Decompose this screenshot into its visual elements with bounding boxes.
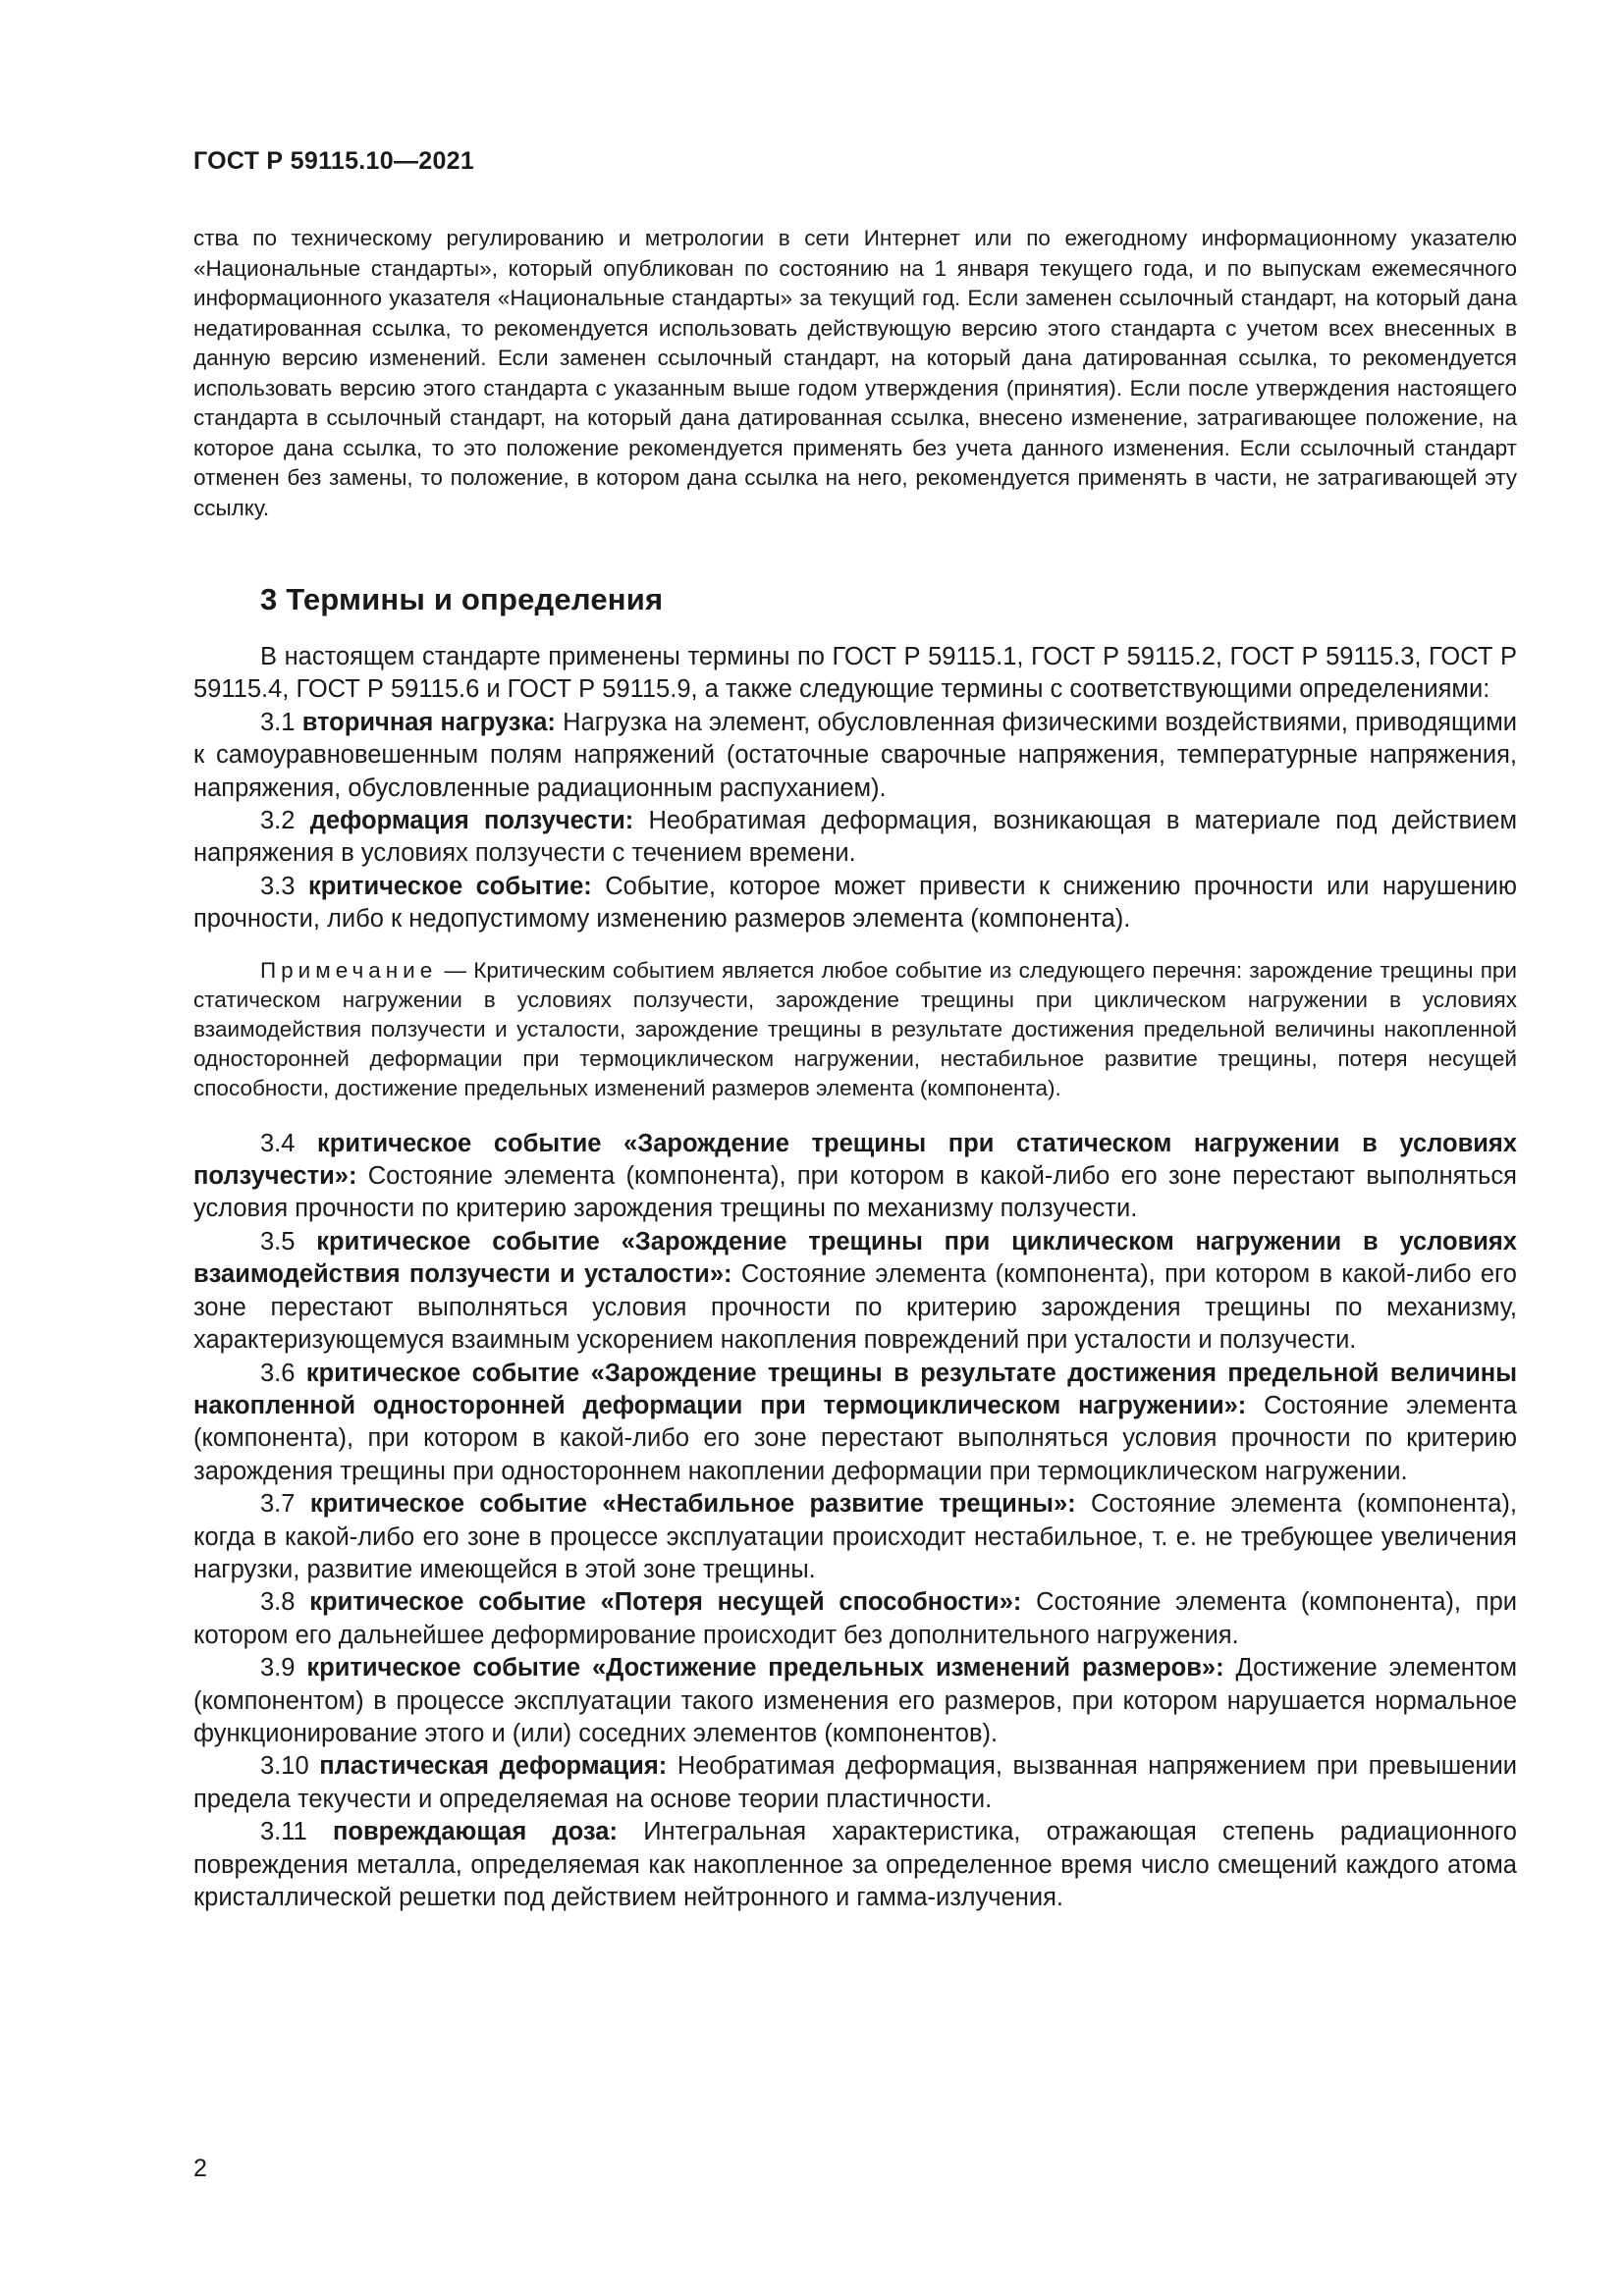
term-3-4 <box>193 1128 1517 1226</box>
term-definition: Нагрузка на элемент, обусловленная физическими воздействиями, приводящими к самоуравновешенным полям напряжений (остаточные сварочные напряжения, температурные напряжения, напряжения, обусловленные радиационным распуханием). <box>193 708 1517 802</box>
term-definition: Необратимая деформация, вызванная напряжением при превышении предела текучести и определяемая на основе теории пластичности. <box>193 1752 1517 1813</box>
document-id-header: ГОСТ Р 59115.10—2021 <box>193 147 475 175</box>
term-definition: Состояние элемента (компонента), при котором его дальнейшее деформирование происходит без дополнительного нагружения. <box>193 1588 1517 1649</box>
term-3-5 <box>193 1226 1517 1358</box>
document-page <box>193 0 1517 2296</box>
term-definition: Достижение элементом (компонентом) в процессе эксплуатации такого изменения его размеров, при котором нарушается нормальное функционирование этого и (или) соседних элементов (компонентов). <box>193 1654 1517 1747</box>
term-name: повреждающая доза: <box>333 1818 618 1846</box>
term-3-2 <box>193 805 1517 871</box>
term-definition: Состояние элемента (компонента), при котором в какой-либо его зоне перестают выполняться условия прочности по критерию зарождения трещины по механизму, характеризующемуся взаимным ускорением накопления повреждений при усталости и ползучести. <box>193 1260 1517 1355</box>
term-name: пластическая деформация: <box>319 1752 668 1781</box>
term-definition: Необратимая деформация, возникающая в материале под действием напряжения в условиях ползучести с течением времени. <box>193 807 1517 868</box>
term-3-7 <box>193 1488 1517 1586</box>
term-number: 3.7 <box>260 1490 296 1519</box>
term-number: 3.4 <box>260 1129 296 1157</box>
term-number: 3.10 <box>260 1752 309 1781</box>
term-number: 3.2 <box>260 807 296 835</box>
term-name: критическое событие: <box>307 872 592 900</box>
note-text: Критическим событием является любое событие из следующего перечня: зарождение трещины при статическом нагружении в условиях ползучести, зарождение трещины при циклическом нагружении в условиях взаимодействия ползучести и усталости, зарождение трещины в результате достижения предельной величины накопленной односторонней деформации при термоциклическом нагружении, нестабильное развитие трещины, потеря несущей способности, достижение предельных изменений размеров элемента (компонента). <box>193 957 1517 1101</box>
term-name: критическое событие «Зарождение трещины при циклическом нагружении в условиях взаимодействия ползучести и усталости»: <box>193 1227 1517 1289</box>
term-number: 3.3 <box>260 872 296 900</box>
term-definition: Состояние элемента (компонента), когда в какой-либо его зоне в процессе эксплуатации происходит нестабильное, т. е. не требующее увеличения нагрузки, развитие имеющейся в этой зоне трещины. <box>193 1490 1517 1583</box>
term-number: 3.8 <box>260 1588 296 1617</box>
term-name: критическое событие «Нестабильное развитие трещины»: <box>309 1490 1076 1519</box>
term-number: 3.6 <box>260 1359 296 1387</box>
term-number: 3.11 <box>260 1818 307 1846</box>
term-number: 3.1 <box>260 708 296 736</box>
term-3-8 <box>193 1586 1517 1652</box>
term-name: критическое событие «Зарождение трещины при статическом нагружении в условиях ползучести»: <box>193 1129 1517 1191</box>
term-name: вторичная нагрузка: <box>301 708 556 736</box>
page-number: 2 <box>193 2155 207 2182</box>
terms-list <box>193 641 1517 1914</box>
note-paragraph <box>193 956 1517 1104</box>
term-name: деформация ползучести: <box>309 807 634 835</box>
term-3-11 <box>193 1816 1517 1914</box>
intro-paragraph: ства по техническому регулированию и метрологии в сети Интернет или по ежегодному информационному указателю «Национальные стандарты», который опубликован по состоянию на 1 января текущего года, и по выпускам ежемесячного информационного указателя «Национальные стандарты» за текущий год. Если заменен ссылочный стандарт, на который дана недатированная ссылка, то рекомендуется использовать действующую версию этого стандарта с учетом всех внесенных в данную версию изменений. Если заменен ссылочный стандарт, на который дана датированная ссылка, то рекомендуется использовать версию этого стандарта с указанным выше годом утверждения (принятия). Если после утверждения настоящего стандарта в ссылочный стандарт, на который дана датированная ссылка, внесено изменение, затрагивающее положение, на которое дана ссылка, то это положение рекомендуется применять без учета данного изменения. Если ссылочный стандарт отменен без замены, то положение, в котором дана ссылка на него, рекомендуется применять в части, не затрагивающей эту ссылку. <box>193 226 1517 520</box>
term-definition: Событие, которое может привести к снижению прочности или нарушению прочности, либо к недопустимому изменению размеров элемента (компонента). <box>193 872 1517 934</box>
section-lead: В настоящем стандарте применены термины по ГОСТ Р 59115.1, ГОСТ Р 59115.2, ГОСТ Р 59115.3, ГОСТ Р 59115.4, ГОСТ Р 59115.6 и ГОСТ Р 59115.9, а также следующие термины с соответствующими определениями: <box>193 643 1517 704</box>
note-dash: — <box>444 957 466 983</box>
term-definition: Состояние элемента (компонента), при котором в какой-либо его зоне перестают выполняться условия прочности по критерию зарождения трещины по механизму ползучести. <box>193 1162 1517 1223</box>
section-title: 3 Термины и определения <box>260 582 664 616</box>
term-name: критическое событие «Потеря несущей способности»: <box>309 1588 1022 1617</box>
term-3-10 <box>193 1750 1517 1816</box>
term-number: 3.5 <box>260 1227 296 1255</box>
term-name: критическое событие «Достижение предельных изменений размеров»: <box>306 1654 1224 1682</box>
term-3-9 <box>193 1652 1517 1750</box>
note-label: Примечание <box>260 957 438 983</box>
term-definition: Состояние элемента (компонента), при котором в какой-либо его зоне перестают выполняться условия прочности по критерию зарождения трещины при одностороннем накоплении деформации при термоциклическом нагружении. <box>193 1391 1517 1485</box>
term-definition: Интегральная характеристика, отражающая степень радиационного повреждения металла, определяемая как накопленное за определенное время число смещений каждого атома кристаллической решетки под действием нейтронного и гамма-излучения. <box>193 1818 1517 1912</box>
term-3-3 <box>193 871 1517 936</box>
term-3-6 <box>193 1358 1517 1489</box>
term-3-1 <box>193 707 1517 805</box>
term-name: критическое событие «Зарождение трещины в результате достижения предельной величины накопленной односторонней деформации при термоциклическом нагружении»: <box>193 1359 1517 1419</box>
term-number: 3.9 <box>260 1654 296 1682</box>
